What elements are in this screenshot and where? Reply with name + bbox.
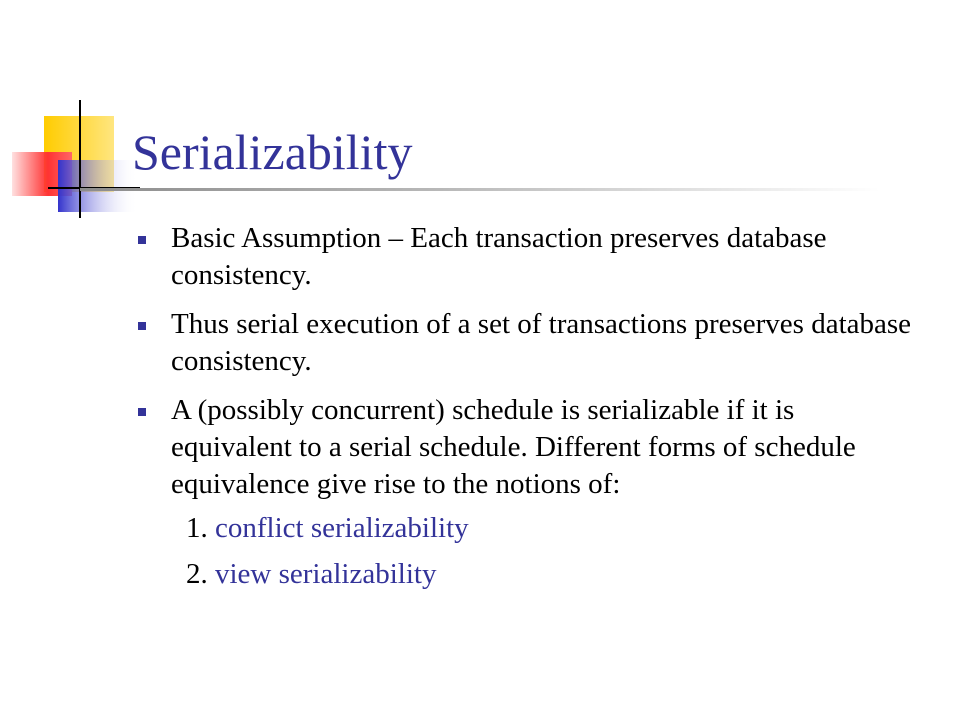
bullet-text: Basic Assumption – Each transaction preserves database consistency. bbox=[171, 222, 827, 291]
title-underline bbox=[80, 188, 880, 191]
numbered-list bbox=[186, 510, 469, 602]
square-bullet-icon bbox=[138, 408, 146, 416]
square-bullet-icon bbox=[138, 322, 146, 330]
item-label: conflict serializability bbox=[215, 512, 469, 544]
numbered-item bbox=[186, 510, 469, 547]
square-bullet-icon bbox=[138, 236, 146, 244]
bullet-item bbox=[133, 392, 913, 503]
item-label: view serializability bbox=[215, 558, 437, 590]
item-number: 1. bbox=[186, 512, 208, 544]
bullet-text: Thus serial execution of a set of transactions preserves database consistency. bbox=[171, 308, 912, 377]
bullet-list bbox=[133, 220, 913, 515]
bullet-item bbox=[133, 220, 913, 294]
numbered-item bbox=[186, 556, 469, 593]
corner-decoration bbox=[0, 0, 140, 230]
bullet-text: A (possibly concurrent) schedule is serializable if it is equivalent to a serial schedule. Different forms of schedule equivalence give rise to the notions of: bbox=[171, 394, 856, 500]
item-number: 2. bbox=[186, 558, 208, 590]
slide-title: Serializability bbox=[132, 124, 413, 180]
bullet-item bbox=[133, 306, 913, 380]
